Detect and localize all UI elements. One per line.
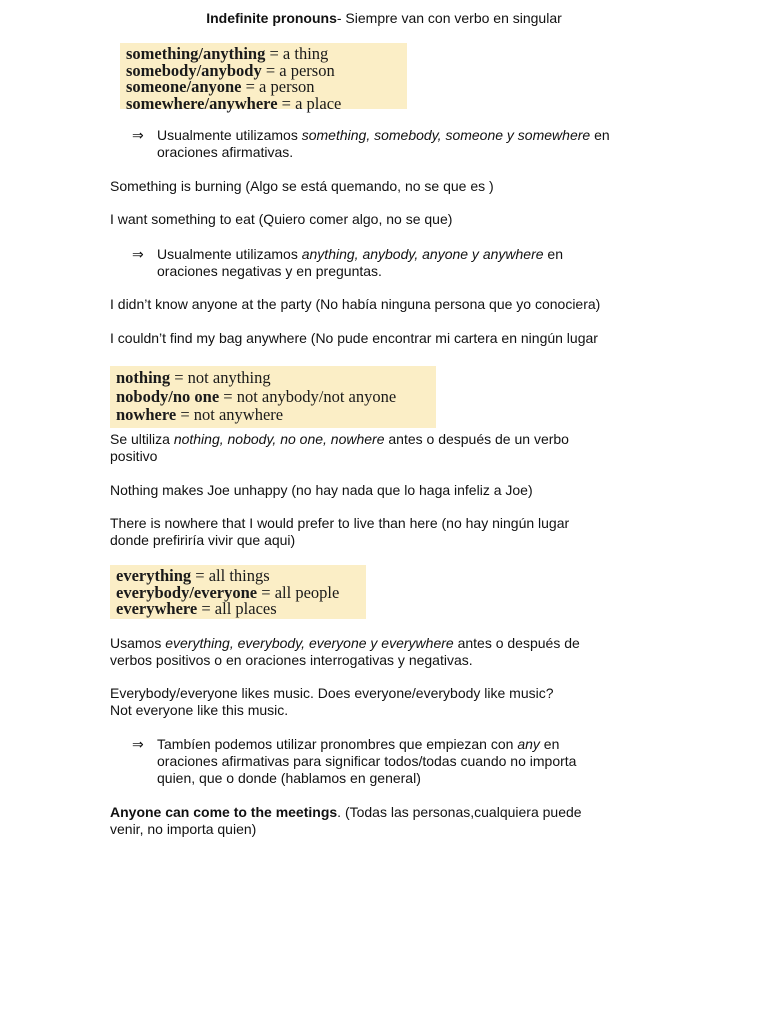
box-row: something/anything = a thing bbox=[126, 44, 329, 63]
example-sentence: There is nowhere that I would prefer to live than here (no hay ningún lugar donde prefiriría vivir que aqui) bbox=[110, 515, 570, 548]
example-sentence: I didn’t know anyone at the party (No había ninguna persona que yo conociera) bbox=[110, 296, 601, 312]
title-rest: - Siempre van con verbo en singular bbox=[336, 10, 562, 26]
box-row: nowhere = not anywhere bbox=[116, 405, 284, 424]
arrow-icon: ⇒ bbox=[132, 127, 144, 143]
pronoun-box-every bbox=[110, 565, 366, 619]
page-title bbox=[0, 10, 768, 27]
box-row: everything = all things bbox=[116, 566, 270, 585]
paragraph: Se ultiliza nothing, nobody, no one, nowhere antes o después de un verbo positivo bbox=[110, 431, 569, 464]
arrow-icon: ⇒ bbox=[132, 246, 144, 262]
example-sentence: Something is burning (Algo se está quemando, no se que es ) bbox=[110, 178, 494, 194]
pronoun-box-some-any bbox=[120, 43, 407, 113]
paragraph: Usamos everything, everybody, everyone y everywhere antes o después de verbos positivos o en oraciones interrogativas y negativas. bbox=[110, 635, 580, 668]
box-row: somebody/anybody = a person bbox=[126, 60, 335, 80]
example-sentence: I want something to eat (Quiero comer algo, no se que) bbox=[110, 211, 453, 227]
document-page: Indefinite pronouns- Siempre van con verbo en singular something/anything = a thing somebody/anybody = a person someone/anyone = a person somewhere/anywhere = a place ⇒ Usualmente utilizamos something, somebody, someone y somewhere en oraciones afirmativas. Something is burning (Algo se está quemando, no se que es ) I want something to eat (Quiero comer algo, no se que) ⇒ Usualmente utilizamos anything, anybody, anyone y anywhere en oraciones negativas y en preguntas. I didn’t know anyone at the party (No había ninguna persona que yo conociera) I couldn’t find my bag anywhere (No pude encontrar mi cartera en ningún lugar nothing = not anything nobody/no one = not anybody/not anyone nowhere = not anywhere Se ultiliza nothing, nobody, no one, nowhere antes o después de un verbo positivo Nothing makes Joe unhappy (no hay nada que lo haga infeliz a Joe) There is nowhere that I would prefer to live than here (no hay ningún lugar donde prefiriría vivir que aqui) everything = all things everybody/everyone = all people everywhere = all places Usamos everything, everybody, everyone y everywhere antes o después de verbos positivos o en oraciones interrogativas y negativas. Everybody/everyone likes music. Does everyone/everybody like music? Not everyone like this music. ⇒ Tambíen podemos utilizar pronombres que empiezan con any en oraciones afirmativas para significar todos/todas cuando no importa quien, que o donde (hablamos en general) Anyone can come to the meetings. (Todas las personas,cualquiera puede venir, no importa quien) bbox=[0, 0, 768, 1024]
box-row: everywhere = all places bbox=[116, 599, 277, 618]
box-row: somewhere/anywhere = a place bbox=[126, 93, 342, 113]
pronoun-box-no bbox=[110, 366, 436, 428]
box-row: someone/anyone = a person bbox=[126, 77, 315, 96]
box-row: nothing = not anything bbox=[116, 368, 271, 387]
example-sentence: I couldn’t find my bag anywhere (No pude encontrar mi cartera en ningún lugar bbox=[110, 330, 598, 346]
example-sentence: Nothing makes Joe unhappy (no hay nada que lo haga infeliz a Joe) bbox=[110, 482, 533, 498]
title-bold: Indefinite pronouns bbox=[206, 10, 337, 26]
box-row: nobody/no one = not anybody/not anyone bbox=[116, 386, 397, 406]
example-sentence: Anyone can come to the meetings. (Todas las personas,cualquiera puede venir, no importa quien) bbox=[110, 804, 582, 837]
arrow-icon: ⇒ bbox=[132, 736, 144, 752]
box-row: everybody/everyone = all people bbox=[116, 582, 340, 602]
example-sentence: Everybody/everyone likes music. Does everyone/everybody like music? Not everyone like this music. bbox=[110, 685, 554, 718]
